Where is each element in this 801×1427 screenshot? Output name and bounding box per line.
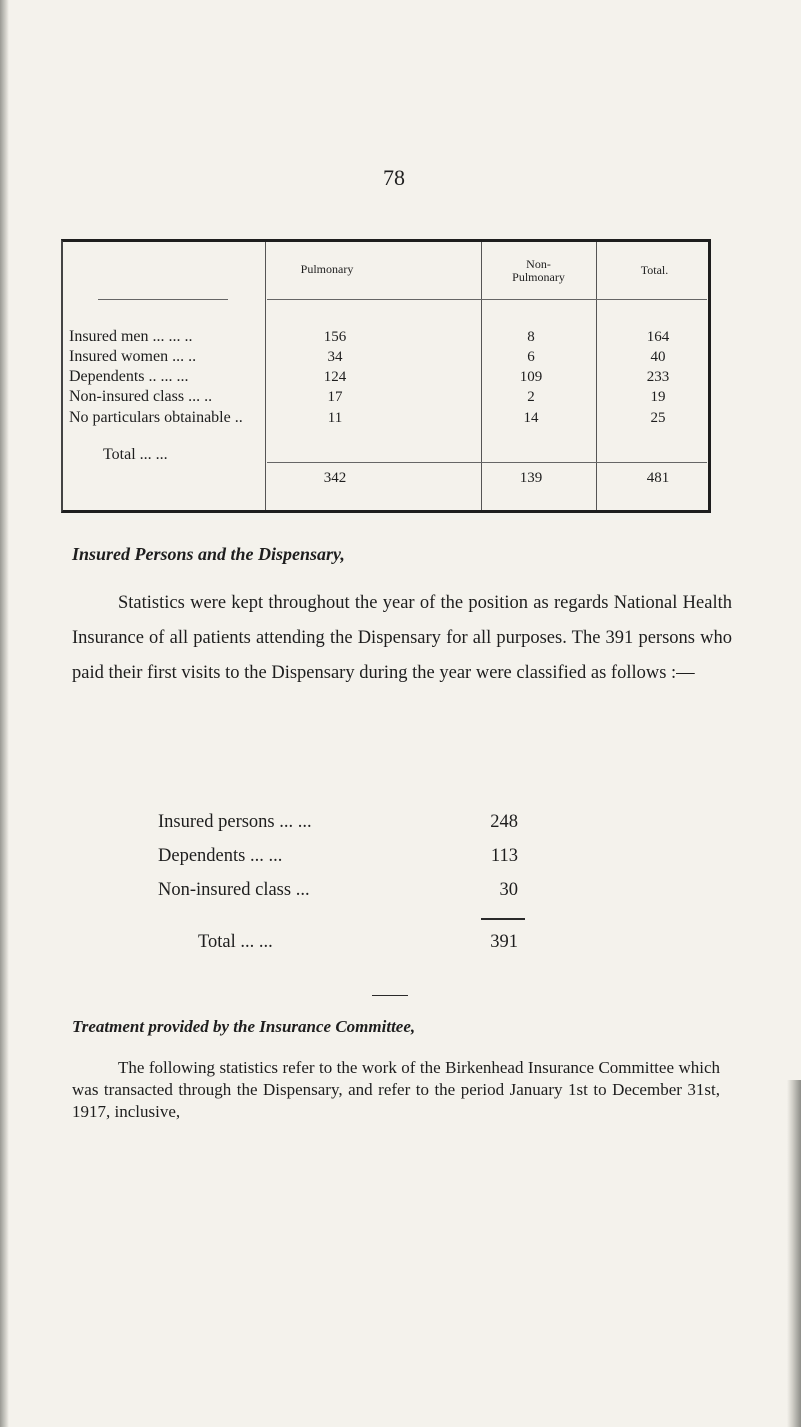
item-value: 113 xyxy=(490,846,518,866)
column-header-non-pulmonary: Non- Pulmonary xyxy=(512,257,565,284)
item-label: Dependents ... ... xyxy=(158,846,283,866)
total-non-pulmonary: 139 xyxy=(519,470,543,486)
classification-total xyxy=(198,932,518,962)
total-row-label: Total ... ... xyxy=(103,446,168,463)
item-label: Non-insured class ... xyxy=(158,880,310,900)
total-rule xyxy=(267,462,707,463)
page-edge-shadow xyxy=(0,0,9,1427)
total-label: Total ... ... xyxy=(198,932,273,952)
row-label: Insured women ... .. xyxy=(69,348,197,365)
cell-total: 25 xyxy=(650,410,666,426)
page-number: 78 xyxy=(383,165,405,190)
total-value: 391 xyxy=(490,932,518,952)
section-heading: Treatment provided by the Insurance Committee, xyxy=(72,1017,416,1036)
cell-total: 19 xyxy=(650,389,666,405)
statistics-table xyxy=(61,239,711,513)
cell-pulmonary: 124 xyxy=(323,369,347,385)
section-paragraph: The following statistics refer to the work of the Birkenhead Insurance Committee which was transacted through the Dispensary, and refer to the period January 1st to December 31st, 1917, inclusive, xyxy=(72,1058,720,1121)
cell-non-pulmonary: 8 xyxy=(527,329,535,345)
row-label: Non-insured class ... .. xyxy=(69,388,213,405)
classification-item xyxy=(158,846,518,876)
column-header-total: Total. xyxy=(640,263,669,277)
cell-non-pulmonary: 109 xyxy=(519,369,543,385)
section-paragraph: Statistics were kept throughout the year of the position as regards National Health Insurance of all patients attending the Dispensary for all purposes. The 391 persons who paid their first visits to the Dispensary during the year were classified as follows :— xyxy=(72,593,732,683)
total-total: 481 xyxy=(646,470,670,486)
column-divider xyxy=(596,242,597,510)
cell-pulmonary: 17 xyxy=(327,389,343,405)
cell-total: 164 xyxy=(646,329,670,345)
item-value: 30 xyxy=(499,880,518,900)
cell-total: 233 xyxy=(646,369,670,385)
section-separator xyxy=(372,995,408,996)
header-rule xyxy=(98,299,228,300)
cell-non-pulmonary: 6 xyxy=(527,349,535,365)
row-label: No particulars obtainable .. xyxy=(69,409,243,426)
sum-rule xyxy=(481,918,525,920)
row-label: Dependents .. ... ... xyxy=(69,368,189,385)
section-heading: Insured Persons and the Dispensary, xyxy=(72,544,345,564)
column-divider xyxy=(265,242,266,510)
header-rule xyxy=(267,299,707,300)
total-pulmonary: 342 xyxy=(323,470,347,486)
row-label: Insured men ... ... .. xyxy=(69,328,193,345)
classification-item xyxy=(158,812,518,842)
cell-non-pulmonary: 14 xyxy=(523,410,539,426)
page-edge-shadow-right xyxy=(787,1080,801,1427)
classification-item xyxy=(158,880,518,910)
cell-pulmonary: 34 xyxy=(327,349,343,365)
column-header-pulmonary: Pulmonary xyxy=(300,262,354,276)
cell-non-pulmonary: 2 xyxy=(527,389,535,405)
cell-pulmonary: 156 xyxy=(323,329,347,345)
item-value: 248 xyxy=(490,812,518,832)
cell-total: 40 xyxy=(650,349,666,365)
cell-pulmonary: 11 xyxy=(327,410,343,426)
item-label: Insured persons ... ... xyxy=(158,812,312,832)
